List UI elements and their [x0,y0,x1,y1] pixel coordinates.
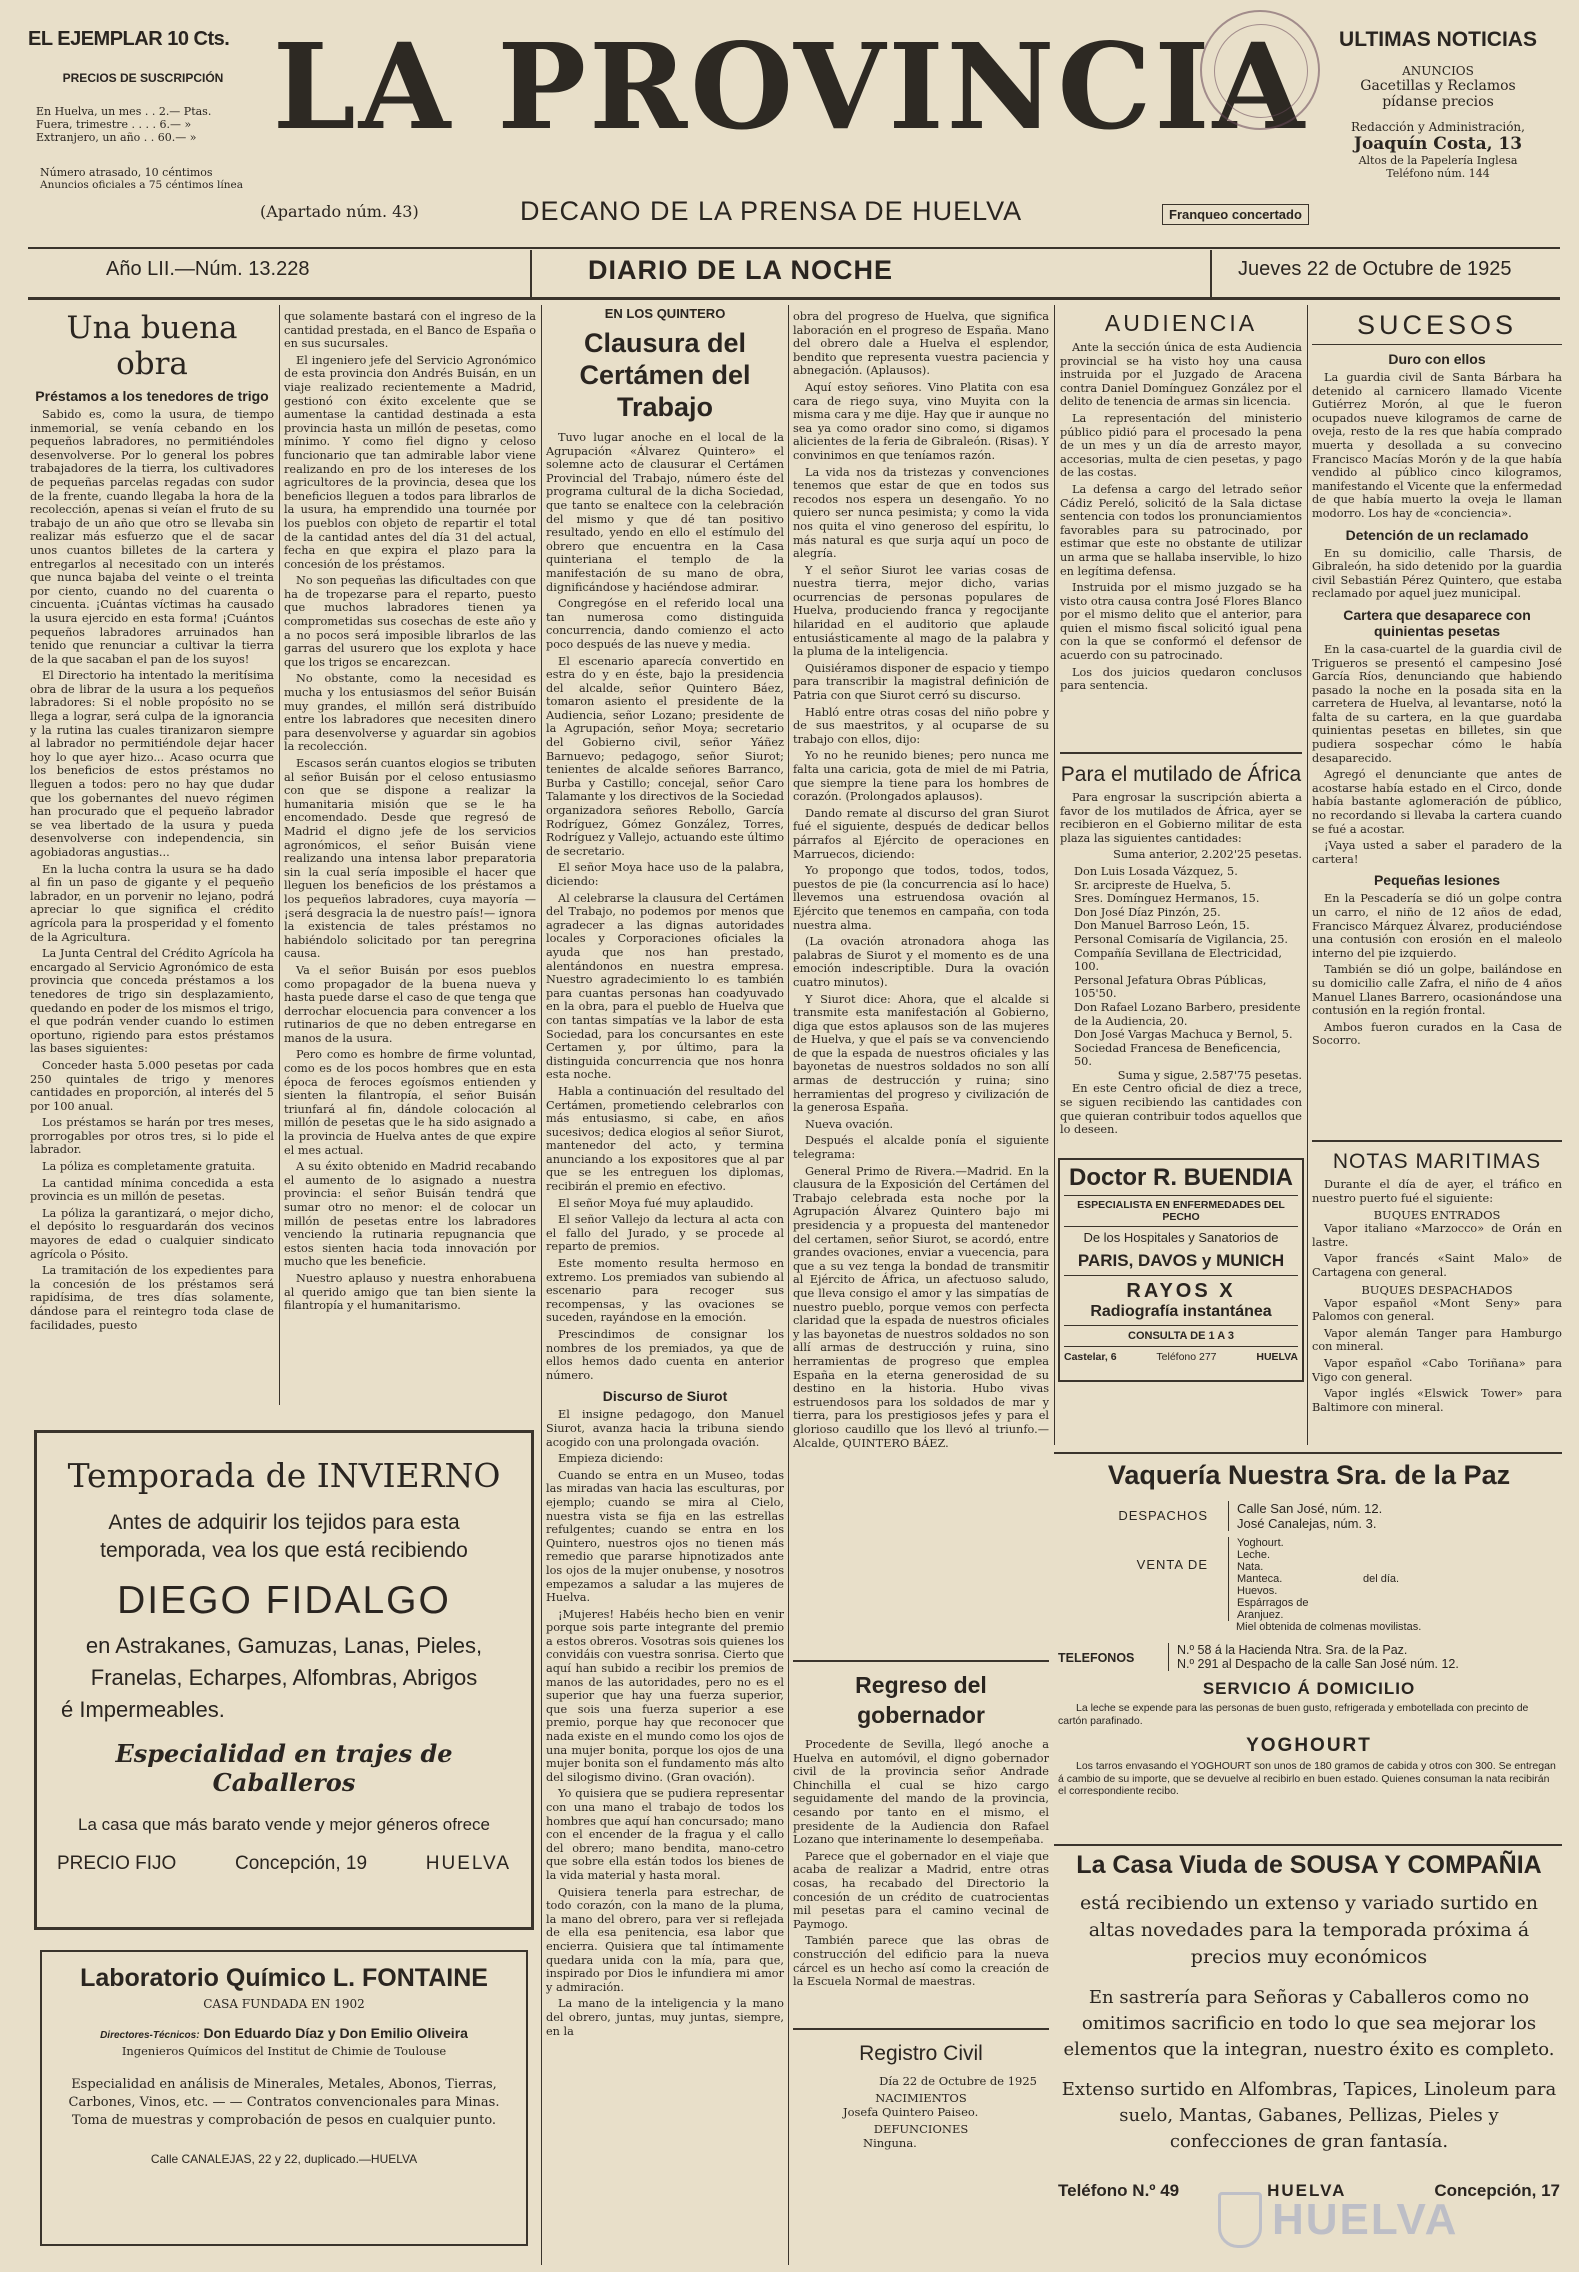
article-audiencia [1060,306,1302,746]
sum-line: Suma anterior, 2.202'25 pesetas. [1113,848,1302,862]
paragraph: obra del progreso de Huelva, que significa laboración en el progreso de España. Mano del obrero dale a Huelva el esplendor, bendito que representa vuestra paciencia y abnegación. (Aplausos). [793,310,1049,378]
paragraph: El escenario aparecía convertido en estra do y en éste, bajo la presidencia del alcalde, señor Quintero Báez, tomaron asiento el presidente de la Audiencia, señor Lozano; presidente de la Agrupación, señor Moya; secretario del Gobierno civil, señor Yáñez Barnuevo; pedagogo, señor Siurot; tenientes de alcalde señores Barranco, Burba y Castillo; concejal, señor Caro Talamante y los directivos de la Sociedad organizadora señores Rebollo, García Rodríguez, Gómez González, Torres, Rodríguez y Vallejo, actuando este último de secretario. [546,654,784,858]
apartado: (Apartado núm. 43) [260,202,419,221]
ship-entry: Vapor español «Cabo Toriñana» para Vigo con general. [1312,1356,1562,1384]
ad-line: La casa que más barato vende y mejor géneros ofrece [77,1815,491,1834]
ad-address: Calle CANALEJAS, 22 y 22, duplicado.—HUELVA [150,2152,418,2166]
list-item: Personal Jefatura Obras Públicas, 105'50. [1074,973,1267,1001]
paragraph: Yo propongo que todos, todos, todos, puestos de pie (la concurrencia así lo hace) llevemos una estruendosa ovación al Ejército que tenemos en campaña, con toda nuestra alma. [793,864,1049,932]
ad-title: Laboratorio Químico L. FONTAINE [80,1964,488,1992]
ad-line: en Astrakanes, Gamuzas, Lanas, Pieles, [85,1633,483,1658]
section-notas-maritimas [1312,1146,1562,1446]
telefono-line: N.º 58 á la Hacienda Ntra. Sra. de la Paz. [1177,1643,1408,1657]
ship-entry: Vapor francés «Saint Malo» de Cartagena con general. [1312,1252,1562,1279]
section-title: AUDIENCIA [1104,310,1258,336]
section-subtitle: Duro con ellos [1388,351,1486,367]
list-item: Don José Vargas Machuca y Bernol, 5. [1074,1028,1293,1042]
paragraph: La mano de la inteligencia y la mano del obrero, juntas, muy juntas, siempre, en la [546,1997,784,2038]
list-item: Sr. arcipreste de Huelva, 5. [1074,878,1232,892]
ad-address: Castelar, 6 [1064,1351,1117,1363]
list-item: Compañía Sevillana de Electricidad, 100. [1074,946,1282,974]
venta-item: Manteca. [1237,1573,1283,1585]
admin-phone: Teléfono núm. 144 [1386,167,1490,180]
paragraph: El Directorio ha intentado la meritísima obra de librar de la usura a los pequeños labradores: Si el noble propósito no se llega a lograr, será culpa de la ignorancia y la rutina las cuales tiranizaron siempre al labrador no permitiéndole dejar hacer hoy lo que ayer hizo... Acaso ocurra que los beneficios de estos préstamos no lleguen a todos: pero no hay que dudar que los gobernantes del nuevo régimen han procurado que el pequeño labrador se vea libertado de la usura y pueda desenvolverse con independencia, sin agobiadoras angustias... [30,669,274,859]
ad-brand: DIEGO FIDALGO [117,1579,451,1622]
ad-paragraph: Extenso surtido en Alfombras, Tapices, Linoleum para suelo, Mantas, Gabanes, Pellizas, Pieles y confecciones de gran fantasía. [1061,2079,1557,2152]
list-item: Suma y sigue, 2.587'75 pesetas. [1117,1068,1302,1082]
section-rule [1060,752,1302,754]
paragraph: Yo quisiera que se pudiera representar con una mano el trabajo de todos los hombres que aquí han concursado; mano con el encender de la fragua y el callo del obrero; mano bendita, mano-cetro que sobre ella están todos los bienes de la vida material y hasta moral. [546,1787,784,1882]
paragraph: Quisiera tenerla para estrechar, de todo corazón, con la mano de la pluma, la mano del obrero, para ver si reflejada de ella esa penitencia, esa labor que encierra. Quisiera que tal íntimamente quedara unida con la mía, para que, inspirado por Dios le infundiera mi amor y admiración. [546,1885,784,1994]
paragraph: El señor Vallejo da lectura al acta con el fallo del Jurado, y se procede al reparto de premios. [546,1213,784,1254]
deaths-label: DEFUNCIONES [873,2122,969,2136]
admin-line: Altos de la Papelería Inglesa [1358,154,1518,167]
ad-footer [57,1853,511,1875]
list-item: Sres. Domínguez Hermanos, 15. [1074,892,1260,906]
paragraph: A su éxito obtenido en Madrid recabando el aumento de lo asignado a nuestra provincia: el señor Buisán tendrá que sumar otro no menor: el de colocar un millón de pesetas entre los labradores venciendo la rutinaria repugnancia que estos sienten hacia toda innovación por mucho que les beneficie. [284,1160,536,1269]
ad-title: Temporada de INVIERNO [67,1456,501,1495]
ad-line: RAYOS X [1126,1280,1236,1302]
despachos-block [1058,1501,1560,1531]
list-item: Sociedad Francesa de Beneficencia, 50. [1074,1041,1281,1069]
paragraph: Ambos fueron curados en la Casa de Socorro. [1312,1020,1562,1048]
ad-line: Radiografía instantánea [1090,1303,1272,1320]
paragraph: Nueva ovación. [805,1117,894,1131]
ship-entry: Vapor inglés «Elswick Tower» para Baltimore con mineral. [1312,1387,1562,1414]
admin-address: Joaquín Costa, 13 [1353,134,1523,154]
subscription-line: Fuera, trimestre . . . . 6.— » [36,118,192,131]
article-una-buena-obra [30,306,274,1406]
ad-line: De los Hospitales y Sanatorios de [1083,1230,1279,1245]
section-title: Para el mutilado de África [1060,763,1302,786]
ship-entry: Vapor español «Mont Seny» para Palomos con general. [1312,1296,1562,1324]
section-title: Registro Civil [859,2042,983,2065]
venta-del-dia: del día. [1363,1573,1400,1585]
paragraph: La defensa a cargo del letrado señor Cádiz Pereló, solicitó de la Sala dictase sentencia con todos los pronunciamientos favorables para su patrocinado, por estimar que este no obstante de utilizar un arma que se hallaba inservible, lo hizo en legítima defensa. [1060,482,1302,578]
article-mutilado-africa [1060,758,1302,1154]
yoghourt-title: YOGHOURT [1246,1735,1372,1756]
section-rule [1312,1140,1562,1142]
column-rule [1054,305,1055,1445]
telefono-line: N.º 291 al Despacho de la calle San José núm. 12. [1177,1657,1459,1671]
ad-phone: Teléfono N.º 49 [1058,2181,1180,2200]
section-subtitle: Detención de un reclamado [1345,526,1529,543]
masthead-title: LA PROVINCIA [272,17,1308,156]
ship-entry: Vapor alemán Tanger para Hamburgo con mineral. [1312,1326,1562,1354]
registro-civil [793,2036,1049,2256]
paragraph: Procedente de Sevilla, llegó anoche a Huelva en automóvil, el digno gobernador civil de la provincia señor Andrade Chinchilla el cual se hizo cargo seguidamente del mando de la provincia, cesando por tanto en el mismo, el presidente de la Audiencia don Rafael Lozano que interinamente lo desempeñaba. [793,1738,1049,1847]
venta-item: Leche. [1237,1549,1271,1561]
paragraph: Los préstamos se harán por tres meses, prorrogables por otros tres, si lo pide el labrador. [30,1116,274,1157]
paragraph: El insigne pedagogo, don Manuel Siurot, avanza hacia la tribuna siendo acogido con una prolongada ovación. [546,1408,784,1449]
section-subtitle: Pequeñas lesiones [1373,872,1501,889]
paragraph: Al celebrarse la clausura del Certámen del Trabajo, no podemos por menos que agradecer a las dignas autoridades locales y Corporaciones oficiales la ayuda que nos han prestado, alentándonos en nuestra empresa. Nuestro agradecimiento lo es también para cuantas personas han coadyuvado en la obra, para el pueblo de Huelva que con tantas simpatías ve la labor de esta Sociedad, para los concursantes en este Certamen y, por último, para la distinguida concurrencia que nos honra esta noche. [546,891,784,1082]
directors-names: Don Eduardo Díaz y Don Emilio Oliveira [203,2025,468,2041]
section-rule [1054,1452,1562,1454]
servicio-title: SERVICIO Á DOMICILIO [1202,1679,1416,1698]
archive-watermark [1218,2190,1518,2250]
despacho-address: Calle San José, núm. 12. [1237,1501,1383,1516]
ad-specialty: Especialidad en trajes de Caballeros [115,1739,453,1797]
ads-note: Anuncios oficiales a 75 céntimos línea [40,179,243,191]
venta-item: Huevos. [1237,1585,1278,1597]
paragraph: Congregóse en el referido local una tan numerosa como distinguida concurrencia, dando comienzo el acto poco después de las nueve y media. [546,597,784,651]
despacho-address: José Canalejas, núm. 3. [1237,1516,1377,1531]
venta-item: Espárragos de Aranjuez. [1237,1597,1309,1621]
paragraph: Después el alcalde ponía el siguiente telegrama: [793,1134,1049,1162]
paragraph: La tramitación de los expedientes para la concesión de los préstamos será rapidísima, de tres días solamente, dándose para el reintegro toda clase de facilidades, puesto [30,1264,274,1332]
ad-paragraph: está recibiendo un extenso y variado surtido en altas novedades para la temporada próxima á precios muy económicos [1079,1892,1539,1968]
diario-label: DIARIO DE LA NOCHE [588,255,894,285]
shield-icon [1218,2192,1262,2248]
paragraph: Prescindimos de consignar los nombres de los premiados, ya que de ellos hemos dado cuenta en anterior número. [546,1328,784,1382]
paragraph: Durante el día de ayer, el tráfico en nuestro puerto fué el siguiente: [1312,1178,1562,1205]
paragraph: (La ovación atronadora ahoga las palabras de Siurot y el momento es de una emoción indescriptible. Dura la ovación cuatro minutos). [793,935,1049,989]
venta-block [1058,1537,1560,1621]
ad-laboratorio-fontaine [40,1950,528,2246]
births-entry: Josefa Quintero Paiseo. [843,2105,979,2119]
paragraph: La póliza es completamente gratuita. [42,1160,256,1174]
paragraph: Ante la sección única de esta Audiencia provincial se ha visto hoy una causa instruida por el Juzgado de Aracena contra Daniel Domínguez González por el delito de tenencia de armas sin licencia. [1060,341,1302,409]
ad-founded: CASA FUNDADA EN 1902 [203,1997,365,2011]
back-issue-note: Número atrasado, 10 céntimos [40,166,213,179]
article-title: Clausura del Certámen del Trabajo [579,328,751,422]
paragraph: ¡Mujeres! Habéis hecho bien en venir porque sois parte integrante del premio a estos obreros. Vosotras sois quienes los convidáis con vuestra sonrisa. Cierto que aquí han subido a recibir los premios de manos de las autoridades, pero no es el superior que hay una fuerza superior, que sois una fuerza superior a ese premio, porque hay que reconocer que nada existe en el mundo como los ojos de una mujer bonita, porque los ojos de una mujer bonita son el fundamento más alto del silogismo divino. (Gran ovación). [546,1607,784,1784]
section-subtitle: Discurso de Siurot [602,1388,728,1405]
list-item: Don Manuel Barroso León, 15. [1074,919,1250,933]
paragraph: que solamente bastará con el ingreso de la cantidad prestada, en el Banco de España o en sus sucursales. [284,310,536,351]
paragraph: La guardia civil de Santa Bárbara ha detenido al carnicero llamado Vicente Gutiérrez Morón, al que le fueron ocupados nueve kilogramos de carne de oveja, resto de la res que había comprado muerta y desollada a su convecino Francisco Macías Morón y de la que había vendido al público cinco kilogramos, manifestando el Vicente que la enfermedad de que había muerto la oveja le llaman modorro. Los hay de «conciencia». [1312,371,1562,520]
section-title: SUCESOS [1312,310,1562,345]
venta-label: VENTA DE [1136,1557,1208,1572]
paragraph: Agregó el denunciante que antes de acostarse había estado en el Circo, donde había bastante aglomeración de público, no recordando si llevaba la cartera cuando se fué a acostar. [1312,768,1562,836]
column-rule [1307,305,1308,1445]
issue-date: Jueves 22 de Octubre de 1925 [1238,258,1512,280]
paragraph: Dando remate al discurso del gran Siurot fué el siguiente, después de dedicar bellos párrafos al Ejército de operaciones en Marruecos, diciendo: [793,806,1049,861]
paragraph: También se dió un golpe, bailándose en su domicilio calle Zafra, el niño de 4 años Manuel Llanes Barrero, ocasionándose una contusión en la región frontal. [1312,963,1562,1018]
ad-address: Concepción, 17 [1434,2181,1560,2200]
entered-label: BUQUES ENTRADOS [1373,1208,1501,1223]
masthead-subtitle: DECANO DE LA PRENSA DE HUELVA [520,196,1023,226]
ad-directors-sub: Ingenieros Químicos del Institut de Chimie de Toulouse [121,2044,447,2058]
paragraph: Va el señor Buisán por esos pueblos como propagador de la buena nueva y hasta puede darse el caso de que tenga que derrochar elocuencia para convencer a los rutinarios de que no deben entregarse en manos de la usura. [284,963,536,1045]
masthead-right [1320,28,1556,238]
paragraph: En la lucha contra la usura se ha dado al fin un paso de gigante y el pequeño labrador, en un porvenir no lejano, podrá apreciar lo que significa el crédito agrícola para la prosperidad y el fomento de la Agricultura. [30,862,274,944]
ad-title: Vaquería Nuestra Sra. de la Paz [1107,1460,1511,1490]
dispatched-label: BUQUES DESPACHADOS [1361,1282,1513,1297]
ad-city: HUELVA [1267,2181,1347,2200]
ad-line: temporada, vea los que está recibiendo [100,1539,468,1562]
venta-note: Miel obtenida de colmenas movilistas. [1236,1621,1422,1633]
column-rule [279,305,280,1405]
subscription-line: En Huelva, un mes . . 2.— Ptas. [36,105,212,118]
paragraph: Y Siurot dice: Ahora, que el alcalde si transmite esta manifestación al Gobierno, diga que estos aplausos son de las mujeres de Huelva, y que el país se va convenciendo de que la espada de nuestros oficiales y las bayonetas de nuestros soldados no son allí armas de destrucción y ruina; sino herramientas del progreso y civilización de la generosa España. [793,992,1049,1115]
date-divider [530,250,532,297]
paragraph: General Primo de Rivera.—Madrid. En la clausura de la Exposición del Certámen del Trabajo celebrada esta noche por la Agrupación Álvarez Quintero bajo mi presidencia y a propuesta del mantenedor del certamen, señor Siurot, se acordó, entre grandes ovaciones, enviar a vuecencia, para que a su vez tenga la bondad de transmitir al Ejército de África, un afectuoso saludo, que lleva consigo el amor y las simpatías de nuestro pueblo, porque vemos con perfecta claridad que la espada de nuestros oficiales y las bayonetas de nuestros soldados no son allí armas de destrucción y ruina, sino herramientas de progreso que emplea España en la eterna generosidad de su destino en la historia. Hubo vivas estruendosos para los soldados de mar y tierra, para los prestigiosos jefes y para el glorioso caudillo que los llevó al triunfo.—Alcalde, QUINTERO BÁEZ. [793,1164,1049,1450]
article-una-buena-obra-cont [284,310,536,1405]
paragraph: En su domicilio, calle Tharsis, de Gibraleón, ha sido detenido por la guardia civil Sebastián Pérez Quintero, que estaba reclamado por aquel juez municipal. [1312,546,1562,601]
ad-footer [1064,1351,1298,1363]
paragraph: En la casa-cuartel de la guardia civil de Trigueros se presentó el campesino José García Ríos, denunciando que habiendo pasado la noche en la posada sita en la carretera de Huelva, al levantarse, notó la falta de su cartera, en la que guardaba quinientas pesetas en billetes, sin que pudiera sospechar cómo le había desaparecido. [1312,642,1562,765]
ad-directors [56,2025,512,2041]
telefonos-label: TELEFONOS [1058,1651,1135,1665]
ad-city: HUELVA [1256,1351,1298,1363]
paragraph: ¡Vaya usted a saber el paradero de la cartera! [1312,839,1562,866]
masthead-left [28,28,258,238]
paragraph: Este momento resulta hermoso en extremo. Los premiados van subiendo al escenario para recoger sus recompensas, y las ovaciones se suceden, rayándose en la emoción. [546,1257,784,1325]
paragraph: La vida nos da tristezas y convenciones tenemos que estar de que en todos sus recodos nos espera un desengaño. Yo no quiero ser nunca pesimista; y como la vida nos quita el vino generoso del espíritu, lo más natural es que surja aquí un poco de alegría. [793,465,1049,561]
telefonos-block [1058,1643,1560,1671]
deaths-entry: Ninguna. [863,2136,917,2150]
issue-price: EL EJEMPLAR 10 Cts. [28,28,230,50]
franqueo-badge: Franqueo concertado [1162,204,1309,225]
list-item: Don Rafael Lozano Barbero, presidente de la Audiencia, 20. [1074,1000,1301,1028]
despachos-label: DESPACHOS [1118,1508,1208,1523]
directors-label: Directores-Técnicos: [100,2030,200,2041]
paragraph: En la Pescadería se dió un golpe contra un carro, el niño de 12 años de edad, Francisco Márquez Álvarez, produciéndose una contusión con erosión en el maleolo interno del pie izquierdo. [1312,892,1562,960]
masthead-rule-bottom [28,297,1560,300]
ship-entry: Vapor italiano «Marzocco» de Orán en lastre. [1312,1222,1562,1249]
paragraph: Aquí estoy señores. Vino Platita con esa cara de riego suya, vino Muyita con la misma cara y me dije. Hay que ir aunque no sea ya como orador sino como, si digamos alicientes de la feria de Gibraleón. (Risas). Y convinimos en que teníamos razón. [793,380,1049,462]
paragraph: El ingeniero jefe del Servicio Agronómico de esta provincia don Andrés Buisán, en un viaje realizado recientemente a Madrid, gestionó con éxito excelente que se aumentase la cantidad destinada a esta provincia hasta un millón de pesetas, como mínimo. Y como fiel digno y celoso funcionario que tan admirable labor viene realizando en pro de los intereses de los agricultores de la provincia, desea que los beneficios lleguen a todos para librarlos de la usura, ha emprendido una tournée por los pueblos con objeto de repartir el total de la cantidad antes del día 31 del actual, fecha en que expira el plazo para la concesión de los préstamos. [284,353,536,571]
births-label: NACIMIENTOS [875,2091,967,2105]
paragraph: En este Centro oficial de diez a trece, se siguen recibiendo las cantidades con que quieran contribuir todos aquellos que lo deseen. [1060,1082,1302,1137]
ad-body: Especialidad en análisis de Minerales, Metales, Abonos, Tierras, Carbones, Vinos, etc. — — Contratos convencionales para Minas. Toma de muestras y comprobación de pesos en cualquier punto. [68,2077,500,2128]
paragraph: Habla a continuación del resultado del Certámen, prometiendo celebrarlos con más entusiasmo, si cabe, en años sucesivos; dedica elogios al señor Siurot, mantenedor del acto, y termina anunciando a los expositores que al par que se les entreguen los diplomas, recibirán el premio en efectivo. [546,1084,784,1194]
paragraph: La póliza la garantizará, o mejor dicho, el depósito lo resguardarán dos vecinos mayores de edad o cualquier sindicato agrícola o Pósito. [30,1206,274,1261]
ad-vaqueria [1058,1460,1560,1840]
servicio-note: La leche se expende para las personas de buen gusto, refrigerada y embotellada con precinto de cartón parafinado. [1058,1702,1529,1727]
ad-temporada-invierno [34,1430,534,1930]
ad-line: CONSULTA DE 1 A 3 [1128,1330,1234,1342]
article-clausura-certamen [546,306,784,2266]
column-rule [541,305,542,2265]
article-subtitle: Préstamos a los tenedores de trigo [35,388,269,404]
paragraph: Cuando se entra en un Museo, todas las miradas van hacia las esculturas, por ejemplo; cuando se mira al Cielo, nuestra vista se fija en las estrellas refulgentes; cuando se entra en los Quintero, nuestros ojos no tienen más remedio que pararse hipnotizados ante los ojos de la mujer onubense, y nosotros empezamos a saludar a las mujeres de Huelva. [546,1468,784,1605]
list-item: Don José Díaz Pinzón, 25. [1074,905,1221,919]
registro-date: Día 22 de Octubre de 1925 [879,2074,1037,2088]
paragraph: El señor Moya fué muy aplaudido. [558,1196,754,1210]
library-stamp [1200,10,1320,130]
ad-title: La Casa Viuda de SOUSA Y COMPAÑIA [1076,1851,1542,1879]
venta-item: Yoghourt. [1237,1537,1284,1549]
ads-line: pídanse precios [1382,94,1494,110]
section-rule [793,1660,1049,1662]
paragraph: Sabido es, como la usura, de tiempo inmemorial, se venía cebando en los pequeños labradores, no permitiéndoles desenvolverse. Por lo general los pobres trabajadores de la tierra, los cultivadores de pequeñas parcelas regadas con sudor de la frente, cuando llegaba la hora de la recolección, apenas si veían el fruto de su trabajo de un año que otro se llevaba sin realizar más esfuerzo que el de sacar unos cuantos billetes de la cartera y entregarlos al necesitado con un interés que nunca bajaba del veinte o el treinta por ciento, cuando no del cuarenta o cincuenta. ¡Cuántas víctimas ha causado la usura ejercido en esta forma! ¡Cuántos pequeños labradores arruinados han tenido que renunciar a cultivar la tierra de la que sacaban el pan de los suyos! [30,408,274,666]
article-kicker: EN LOS QUINTERO [604,306,726,321]
paragraph: Conceder hasta 5.000 pesetas por cada 250 quintales de trigo y menores cantidades en proporción, al interés del 5 por 100 anual. [30,1058,274,1113]
ad-line: ESPECIALISTA EN ENFERMEDADES DEL PECHO [1077,1199,1285,1223]
paragraph: No son pequeñas las dificultades con que ha de tropezarse para el reparto, puesto que muchos labradores tienen ya comprometidas sus cosechas de este año y a no pocos será imposible librarlos de las garras del usurero que los explota y hace que los trigos se encarezcan. [284,574,536,669]
section-rule [793,2028,1049,2030]
section-title: NOTAS MARITIMAS [1332,1150,1542,1173]
ad-line: Antes de adquirir los tejidos para esta [108,1511,460,1534]
ad-price: PRECIO FIJO [57,1853,177,1874]
ad-city: HUELVA [425,1853,511,1874]
yoghourt-note: Los tarros envasando el YOGHOURT son unos de 180 gramos de cabida y otros con 300. Se entregan á cambio de su importe, que se devuelve al recibirlo en buen estado. Quienes consuman la nata recibirán el correspondiente recibo. [1058,1760,1556,1797]
paragraph: Para engrosar la suscripción abierta a favor de los mutilados de África, ayer se recibieron en el Gobierno militar de esta plaza las siguientes cantidades: [1060,791,1302,845]
paragraph: Empieza diciendo: [558,1452,664,1466]
column-rule [788,305,789,2265]
article-title: Regreso del gobernador [855,1672,987,1728]
ad-title: Doctor R. BUENDIA [1068,1164,1293,1191]
ads-line: Gacetillas y Reclamos [1360,78,1516,94]
latest-news: ULTIMAS NOTICIAS [1339,28,1537,51]
paragraph: La representación del ministerio público pidió para el procesado la pena de un mes y un día de arresto mayor, accesorias, multa de cien pesetas, y pago de las costas. [1060,411,1302,480]
ad-phone: Teléfono 277 [1156,1351,1217,1363]
paragraph: Parece que el gobernador en el viaje que acaba de realizar a Madrid, entre otras cosas, ha recabado del Directorio la concesión de un crédito de cuatrocientas mil pesetas para el camino vecinal de Paymogo. [793,1849,1049,1931]
paragraph: Escasos serán cuantos elogios se tributen al señor Buisán por el celoso entusiasmo con que se dispone a realizar la humanitaria misión que se le ha encomendado. Desde que regresó de Madrid el digno jefe de los servicios agronómicos, el señor Buisán viene realizando una intensa labor preparatoria sin la cual sería imposible el hacer que lleguen los beneficios de los préstamos a los pequeños labradores, cuya mayoría —¡será desgracia la de nuestro país!— ignora la existencia de tales préstamos no habiéndolo solicitado por tan peregrina causa. [284,757,536,961]
paragraph: No obstante, como la necesidad es mucha y los entusiasmos del señor Buisán muy grandes, el millón será distribuído entre los labradores que necesiten dinero para desenvolverse y aguardar sin agobios la recolección. [284,672,536,754]
ad-address: Concepción, 19 [235,1853,368,1874]
section-sucesos [1312,306,1562,1166]
paragraph: También parece que las obras de construcción del edificio para la nueva cárcel es un hecho así como la creación de la Escuela Normal de maestras. [793,1934,1049,1989]
paragraph: Pero como es hombre de firme voluntad, como es de los pocos hombres que en esta época de feroces egoísmos entienden y sienten la filantropía, el señor Buisán triunfará al fin, dándole colocación al millón de pesetas que le ha sido asignado a la provincia de Huelva antes de que expire el mes actual. [284,1048,536,1157]
section-subtitle: Cartera que desaparece con quinientas pesetas [1343,606,1531,639]
ad-line: é Impermeables. [61,1697,225,1722]
ads-label: ANUNCIOS [1402,64,1474,78]
subscription-title: PRECIOS DE SUSCRIPCIÓN [62,71,224,85]
date-divider [1210,250,1212,297]
paragraph: La cantidad mínima concedida a esta provincia es un millón de pesetas. [30,1176,274,1204]
article-clausura-cont [793,310,1049,1650]
ad-doctor-buendia [1058,1158,1304,1382]
ad-paragraph: En sastrería para Señoras y Caballeros como no omitimos sacrificio en todo lo que sea mejorar los elementos que la integran, nuestro éxito es completo. [1063,1987,1555,2060]
ad-line: PARIS, DAVOS y MUNICH [1077,1251,1285,1270]
paragraph: La Junta Central del Crédito Agrícola ha encargado al Servicio Agronómico de esta provincia que conceda préstamos a los tenedores de trigo sin desplazamiento, quedando en poder de los mismos el trigo, el que podrán vender cuando lo estimen oportuno, rigiendo para estos préstamos las bases siguientes: [30,947,274,1056]
section-rule [1054,1844,1562,1846]
paragraph: Los dos juicios quedaron conclusos para sentencia. [1060,665,1302,693]
paragraph: Yo no he reunido bienes; pero nunca me falta una caricia, gota de miel de mi Patria, que siempre la tiene para los hombres de corazón. (Prolongados aplausos). [793,749,1049,804]
list-item: Don Luis Losada Vázquez, 5. [1074,864,1238,878]
list-item: Personal Comisaría de Vigilancia, 25. [1074,932,1289,946]
subscription-line: Extranjero, un año . . 60.— » [36,131,197,144]
watermark-text: HUELVA [1272,2195,1459,2244]
year-number: Año LII.—Núm. 13.228 [106,258,310,280]
paragraph: Quisiéramos disponer de espacio y tiempo para transcribir la magistral definición de Patria con que Siurot cerró su discurso. [793,661,1049,703]
paragraph: Instruida por el mismo juzgado se ha visto otra causa contra José Flores Blanco por el mismo delito que el anterior, para quien el mismo fiscal solicitó igual pena con la que se conformó el defensor de acuerdo con su patrocinado. [1060,581,1302,663]
paragraph: El señor Moya hace uso de la palabra, diciendo: [546,861,784,888]
masthead-rule-top [28,247,1560,249]
paragraph: Habló entre otras cosas del niño pobre y de sus maestritos, y al ocuparse de su trabajo con ellos, dijo: [793,705,1049,746]
paragraph: Nuestro aplauso y nuestra enhorabuena al querido amigo que tan bien siente la filantropía y el humanitarismo. [284,1271,536,1313]
admin-label: Redacción y Administración, [1351,120,1525,134]
paragraph: Y el señor Siurot lee varias cosas de nuestra tierra, mejor dicho, varias ocurrencias de personas populares de Huelva, produciendo franca y regocijante hilaridad en el auditorio que aplaude entusiásticamente al mago de la palabra y la pluma de la inteligencia. [793,563,1049,659]
article-regreso-gobernador [793,1668,1049,2028]
paragraph: Tuvo lugar anoche en el local de la Agrupación «Álvarez Quintero» el solemne acto de clausurar el Certámen Provincial del Trabajo, número éste del programa cultural de la dicha Sociedad, que tanto se enaltece con la celebración del mismo y que dé tan positivo resultado, yendo en ello el estímulo del obrero que encuentra en la Casa quinteriana el templo de la manifestación de su mano de obra, dignificándose y haciéndose admirar. [546,431,784,594]
ad-line: Franelas, Echarpes, Alfombras, Abrigos [90,1665,478,1690]
venta-item: Nata. [1237,1561,1264,1573]
article-title: Una buena obra [66,310,238,382]
